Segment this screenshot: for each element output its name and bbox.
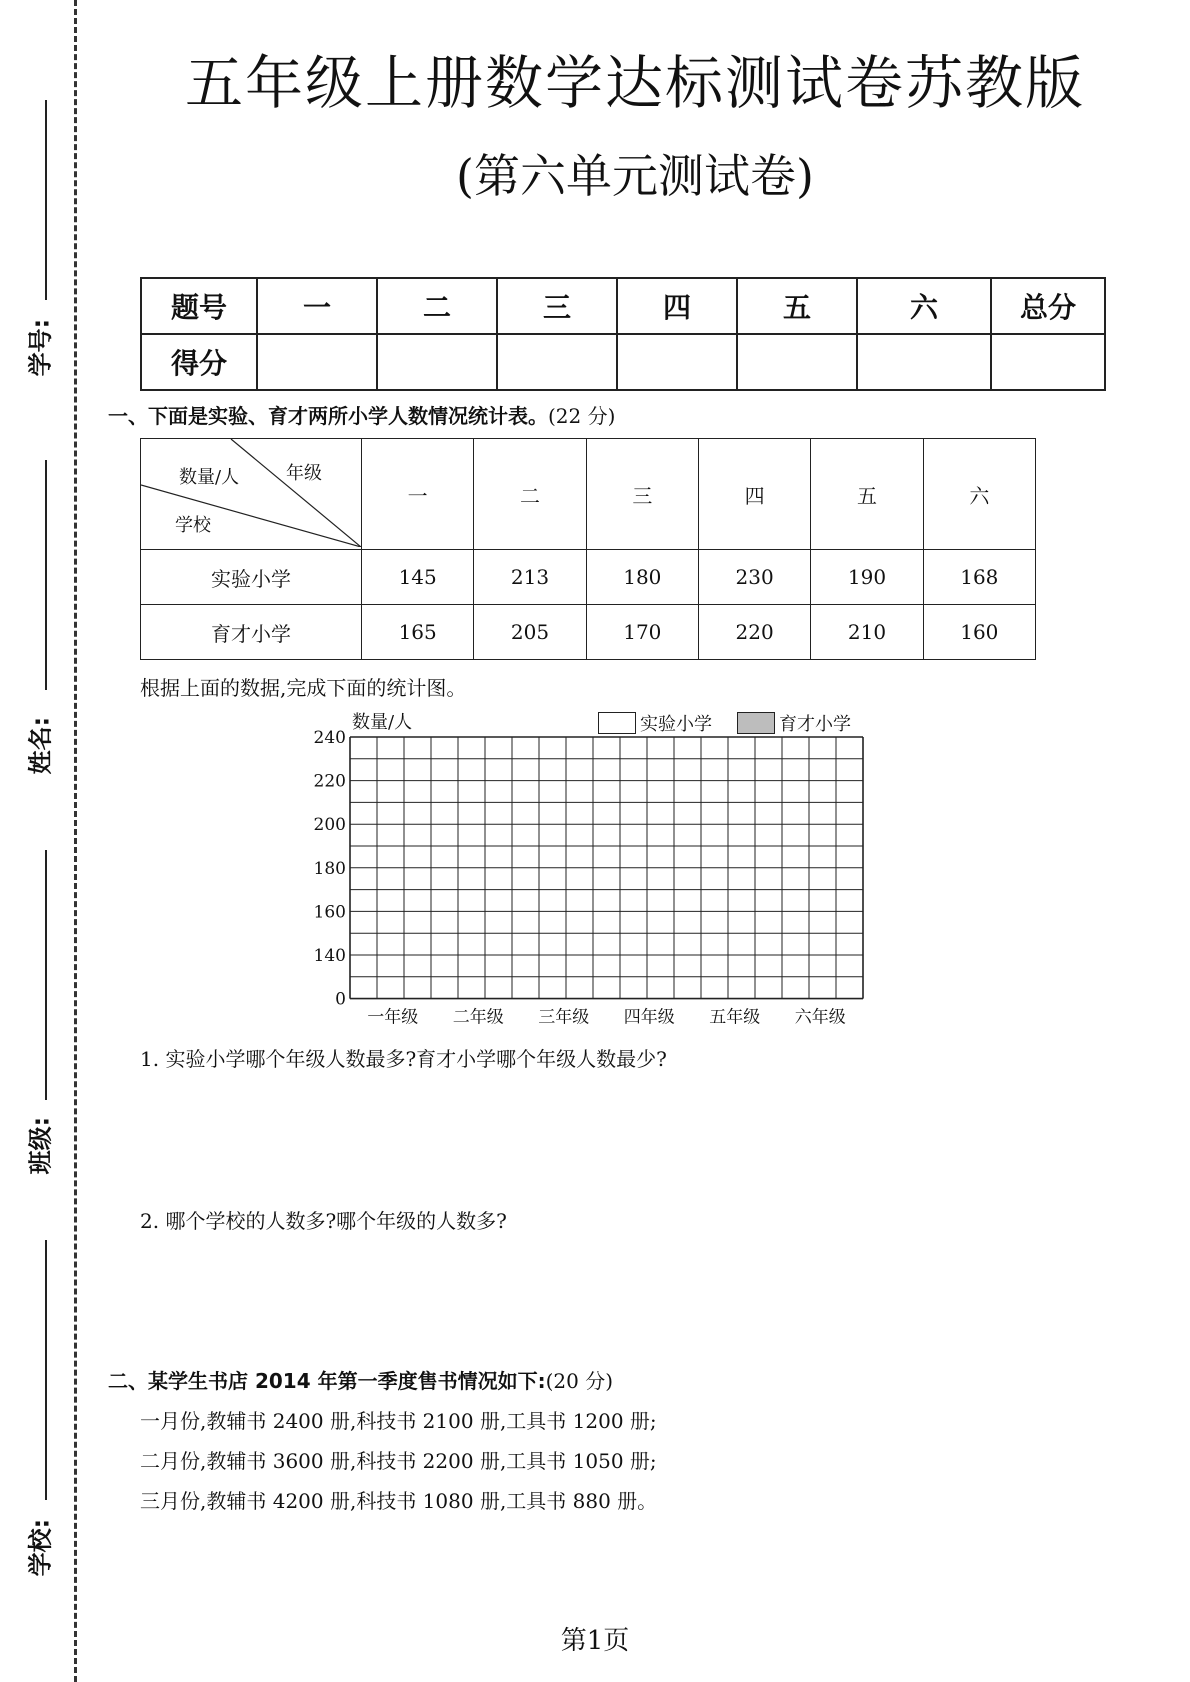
x-tick-label: 一年级 xyxy=(367,1007,419,1028)
page-subtitle: (第六单元测试卷) xyxy=(456,149,814,203)
section2-heading-text: 二、某学生书店 2014 年第一季度售书情况如下: xyxy=(108,1369,546,1393)
bar-chart-grid[interactable] xyxy=(300,705,880,1035)
y-tick-label: 180 xyxy=(313,858,346,879)
score-cell: 题号 xyxy=(141,278,257,334)
stats-header-row xyxy=(141,439,1036,550)
table-row xyxy=(141,605,1036,660)
section1-points: (22 分) xyxy=(548,404,616,428)
corner-grade-label: 年级 xyxy=(286,463,322,484)
score-label-cell: 得分 xyxy=(141,334,257,390)
grade-header: 五 xyxy=(811,439,923,550)
value-cell: 170 xyxy=(586,605,698,660)
school-field[interactable] xyxy=(45,1240,47,1500)
section1-heading-text: 一、下面是实验、育才两所小学人数情况统计表。 xyxy=(108,404,548,428)
sales-line-jan: 一月份,教辅书 2400 册,科技书 2100 册,工具书 1200 册; xyxy=(140,1409,657,1433)
value-cell: 205 xyxy=(474,605,586,660)
legend-swatch-shiyan xyxy=(598,712,636,734)
student-id-label: 学号: xyxy=(26,318,55,377)
class-label: 班级: xyxy=(26,1116,55,1175)
y-tick-label: 240 xyxy=(313,728,346,748)
school-name-cell: 实验小学 xyxy=(141,550,362,605)
score-cell: 六 xyxy=(857,278,991,334)
value-cell: 165 xyxy=(362,605,474,660)
value-cell: 180 xyxy=(586,550,698,605)
table-row xyxy=(141,550,1036,605)
legend-label-shiyan: 实验小学 xyxy=(640,714,712,735)
section2-heading xyxy=(108,1365,613,1394)
grade-header: 四 xyxy=(698,439,810,550)
name-label: 姓名: xyxy=(26,716,55,775)
section2-points: (20 分) xyxy=(545,1369,614,1393)
grade-header: 三 xyxy=(586,439,698,550)
section1-heading xyxy=(108,400,615,429)
score-input-cell[interactable] xyxy=(497,334,617,390)
value-cell: 213 xyxy=(474,550,586,605)
x-tick-label: 二年级 xyxy=(452,1007,504,1028)
score-cell: 一 xyxy=(257,278,377,334)
binding-dash-line xyxy=(74,0,77,1682)
question-1: 1. 实验小学哪个年级人数最多?育才小学哪个年级人数最少? xyxy=(140,1047,667,1071)
y-tick-label: 160 xyxy=(313,902,346,923)
y-axis-label: 数量/人 xyxy=(352,712,413,733)
score-cell: 二 xyxy=(377,278,497,334)
school-name-cell: 育才小学 xyxy=(141,605,362,660)
score-input-cell[interactable] xyxy=(991,334,1105,390)
grade-header: 六 xyxy=(923,439,1035,550)
legend-label-yucai: 育才小学 xyxy=(779,714,851,735)
x-tick-label: 四年级 xyxy=(623,1007,675,1028)
value-cell: 145 xyxy=(362,550,474,605)
sales-line-feb: 二月份,教辅书 3600 册,科技书 2200 册,工具书 1050 册; xyxy=(140,1449,657,1473)
score-input-cell[interactable] xyxy=(257,334,377,390)
corner-school-label: 学校 xyxy=(175,515,211,536)
corner-quantity-label: 数量/人 xyxy=(179,467,240,488)
score-input-cell[interactable] xyxy=(737,334,857,390)
x-tick-label: 六年级 xyxy=(794,1007,846,1028)
score-cell: 五 xyxy=(737,278,857,334)
school-label: 学校: xyxy=(26,1518,55,1577)
score-input-cell[interactable] xyxy=(857,334,991,390)
y-tick-label: 220 xyxy=(313,771,346,792)
x-tick-label: 五年级 xyxy=(709,1007,761,1028)
school-stats-table xyxy=(140,438,1036,660)
score-cell: 四 xyxy=(617,278,737,334)
grade-header: 二 xyxy=(474,439,586,550)
value-cell: 160 xyxy=(923,605,1035,660)
value-cell: 190 xyxy=(811,550,923,605)
value-cell: 230 xyxy=(698,550,810,605)
student-id-field[interactable] xyxy=(45,100,47,300)
class-field[interactable] xyxy=(45,850,47,1100)
score-cell: 总分 xyxy=(991,278,1105,334)
question-2: 2. 哪个学校的人数多?哪个年级的人数多? xyxy=(140,1209,507,1233)
score-table xyxy=(140,277,1106,391)
y-tick-label: 140 xyxy=(313,946,346,966)
score-header-row xyxy=(141,278,1105,334)
name-field[interactable] xyxy=(45,460,47,690)
y-tick-label: 0 xyxy=(335,989,346,1010)
chart-instruction: 根据上面的数据,完成下面的统计图。 xyxy=(140,676,467,700)
score-value-row xyxy=(141,334,1105,390)
value-cell: 168 xyxy=(923,550,1035,605)
score-input-cell[interactable] xyxy=(377,334,497,390)
legend-swatch-yucai xyxy=(737,712,775,734)
score-input-cell[interactable] xyxy=(617,334,737,390)
page-title: 五年级上册数学达标测试卷苏教版 xyxy=(184,49,1085,117)
value-cell: 210 xyxy=(811,605,923,660)
score-cell: 三 xyxy=(497,278,617,334)
y-tick-label: 200 xyxy=(313,815,346,836)
sales-line-mar: 三月份,教辅书 4200 册,科技书 1080 册,工具书 880 册。 xyxy=(140,1489,658,1513)
page-number: 第1页 xyxy=(560,1626,630,1656)
value-cell: 220 xyxy=(698,605,810,660)
diagonal-lines xyxy=(141,439,361,547)
x-tick-label: 三年级 xyxy=(538,1007,590,1028)
grade-header: 一 xyxy=(362,439,474,550)
diagonal-header-cell xyxy=(141,439,362,550)
